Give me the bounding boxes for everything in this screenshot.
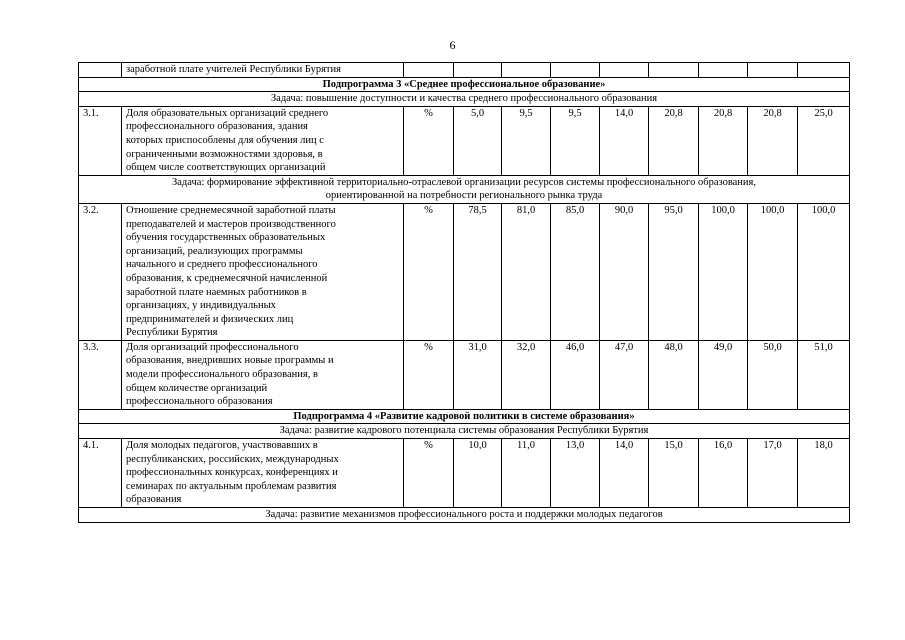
task-row (79, 508, 850, 523)
value-cell (454, 439, 502, 508)
value-cell (798, 106, 850, 175)
value-cell-text: 14,0 (614, 107, 634, 119)
indicator-cell (122, 63, 404, 78)
value-cell (699, 106, 748, 175)
subprogram-title-text: Подпрограмма 4 «Развитие кадровой политики в системе образования» (293, 410, 635, 422)
task-row (79, 175, 850, 203)
value-cell (600, 63, 649, 78)
value-cell (699, 203, 748, 340)
indicator-cell-text: Доля молодых педагогов, участвовавших в республиканских, российских, международных профессиональных конкурсах, конференциях и семинарах по актуальным проблемам развития образования (126, 440, 339, 506)
indicator-cell-text: Доля образовательных организаций среднего профессионального образования, здания которых приспособлены для обучения лиц с ограниченными возможностями здоровья, в общем числе соответствующих организаций (126, 107, 329, 174)
task-row (79, 424, 850, 439)
value-cell-text: 32,0 (516, 341, 536, 353)
unit-cell (404, 340, 454, 409)
indicator-cell-text: Отношение среднемесячной заработной платы преподавателей и мастеров производственного обучения государственных образовательных организаций, реализующих программы начального и среднего профессионального образования, к среднемесячной начисленной заработной плате наемных работников в организациях, у индивидуальных предпринимателей и физических лиц Республики Бурятия (126, 204, 336, 339)
value-cell-text: 95,0 (664, 204, 683, 216)
value-cell (600, 340, 649, 409)
value-cell (502, 63, 551, 78)
unit-cell-text: % (424, 341, 433, 353)
value-cell (699, 340, 748, 409)
value-cell (649, 106, 699, 175)
value-cell (798, 340, 850, 409)
value-cell (699, 439, 748, 508)
value-cell (600, 439, 649, 508)
row-number-cell-text: 3.3. (83, 341, 99, 353)
row-number-cell-text: 3.2. (83, 204, 99, 216)
value-cell (748, 106, 798, 175)
unit-cell-text: % (424, 204, 433, 216)
unit-cell (404, 106, 454, 175)
value-cell (748, 203, 798, 340)
task-text (79, 92, 850, 107)
value-cell (699, 63, 748, 78)
task-text-value: Задача: формирование эффективной территориально-отраслевой организации ресурсов системы профессионального образования, ориентированной на потребности регионального рынка труда (172, 176, 756, 202)
value-cell (502, 203, 551, 340)
value-cell-text: 20,8 (713, 107, 733, 119)
value-cell-text: 9,5 (519, 107, 533, 119)
value-cell (454, 203, 502, 340)
value-cell (551, 106, 600, 175)
value-cell-text: 51,0 (814, 341, 833, 353)
indicator-cell (122, 340, 404, 409)
value-cell (798, 439, 850, 508)
value-cell-text: 85,0 (565, 204, 585, 216)
value-cell-text: 49,0 (713, 341, 733, 353)
value-cell-text: 47,0 (614, 341, 634, 353)
subprogram-title-text: Подпрограмма 3 «Среднее профессиональное образование» (322, 78, 606, 90)
value-cell (748, 340, 798, 409)
indicator-cell (122, 203, 404, 340)
unit-cell (404, 439, 454, 508)
value-cell (551, 439, 600, 508)
row-number-cell-text: 4.1. (83, 440, 99, 452)
value-cell-text: 15,0 (664, 440, 683, 452)
task-row (79, 92, 850, 107)
subprogram-row (79, 409, 850, 424)
value-cell-text: 78,5 (468, 204, 487, 216)
value-cell (502, 439, 551, 508)
value-cell-text: 31,0 (468, 341, 487, 353)
value-cell-text: 10,0 (468, 440, 487, 452)
table-row (79, 340, 850, 409)
value-cell (798, 63, 850, 78)
value-cell-text: 13,0 (565, 440, 585, 452)
value-cell (502, 106, 551, 175)
value-cell (649, 203, 699, 340)
value-cell-text: 9,5 (568, 107, 582, 119)
row-number-cell-text: 3.1. (83, 107, 99, 119)
task-text (79, 175, 850, 203)
value-cell-text: 50,0 (763, 341, 782, 353)
task-text (79, 508, 850, 523)
value-cell-text: 48,0 (664, 341, 683, 353)
table-row (79, 106, 850, 175)
task-text-value: Задача: развитие кадрового потенциала системы образования Республики Бурятия (279, 425, 649, 437)
value-cell-text: 16,0 (713, 440, 733, 452)
value-cell (454, 106, 502, 175)
table-row (79, 203, 850, 340)
unit-cell (404, 63, 454, 78)
value-cell-text: 20,8 (664, 107, 683, 119)
table-body (79, 63, 850, 523)
indicators-table (78, 62, 850, 523)
table-row (79, 439, 850, 508)
page-number: 6 (449, 38, 456, 52)
task-text (79, 424, 850, 439)
subprogram-title (79, 77, 850, 92)
value-cell (551, 340, 600, 409)
value-cell-text: 18,0 (814, 440, 833, 452)
value-cell-text: 100,0 (711, 204, 735, 216)
subprogram-title (79, 409, 850, 424)
value-cell (454, 63, 502, 78)
value-cell (649, 340, 699, 409)
value-cell-text: 100,0 (760, 204, 785, 216)
indicator-cell-text: заработной плате учителей Республики Бурятия (126, 64, 341, 75)
value-cell (649, 439, 699, 508)
unit-cell (404, 203, 454, 340)
unit-cell-text: % (424, 440, 433, 452)
row-number-cell (79, 63, 122, 78)
indicator-cell (122, 106, 404, 175)
indicator-cell-text: Доля организаций профессионального образования, внедривших новые программы и модели профессионального образования, в общем количестве организаций профессионального образования (126, 341, 334, 408)
value-cell-text: 46,0 (565, 341, 585, 353)
subprogram-row (79, 77, 850, 92)
row-number-cell (79, 340, 122, 409)
value-cell-text: 5,0 (470, 107, 485, 119)
value-cell-text: 11,0 (517, 440, 535, 452)
task-text-value: Задача: повышение доступности и качества среднего профессионального образования (270, 93, 658, 105)
value-cell (798, 203, 850, 340)
value-cell (748, 439, 798, 508)
row-number-cell (79, 106, 122, 175)
value-cell (454, 340, 502, 409)
value-cell-text: 100,0 (811, 204, 836, 216)
value-cell-text: 20,8 (763, 107, 782, 119)
value-cell-text: 14,0 (614, 440, 634, 452)
value-cell (551, 203, 600, 340)
value-cell (600, 106, 649, 175)
unit-cell-text: % (424, 107, 433, 119)
value-cell (502, 340, 551, 409)
task-text-value: Задача: развитие механизмов профессионального роста и поддержки молодых педагогов (265, 509, 663, 520)
value-cell (551, 63, 600, 78)
row-number-cell (79, 439, 122, 508)
value-cell (649, 63, 699, 78)
indicator-cell (122, 439, 404, 508)
value-cell-text: 90,0 (614, 204, 634, 216)
value-cell-text: 81,0 (516, 204, 536, 216)
value-cell (600, 203, 649, 340)
value-cell (748, 63, 798, 78)
value-cell-text: 17,0 (763, 440, 782, 452)
value-cell-text: 25,0 (814, 107, 833, 119)
table-row (79, 63, 850, 78)
row-number-cell (79, 203, 122, 340)
